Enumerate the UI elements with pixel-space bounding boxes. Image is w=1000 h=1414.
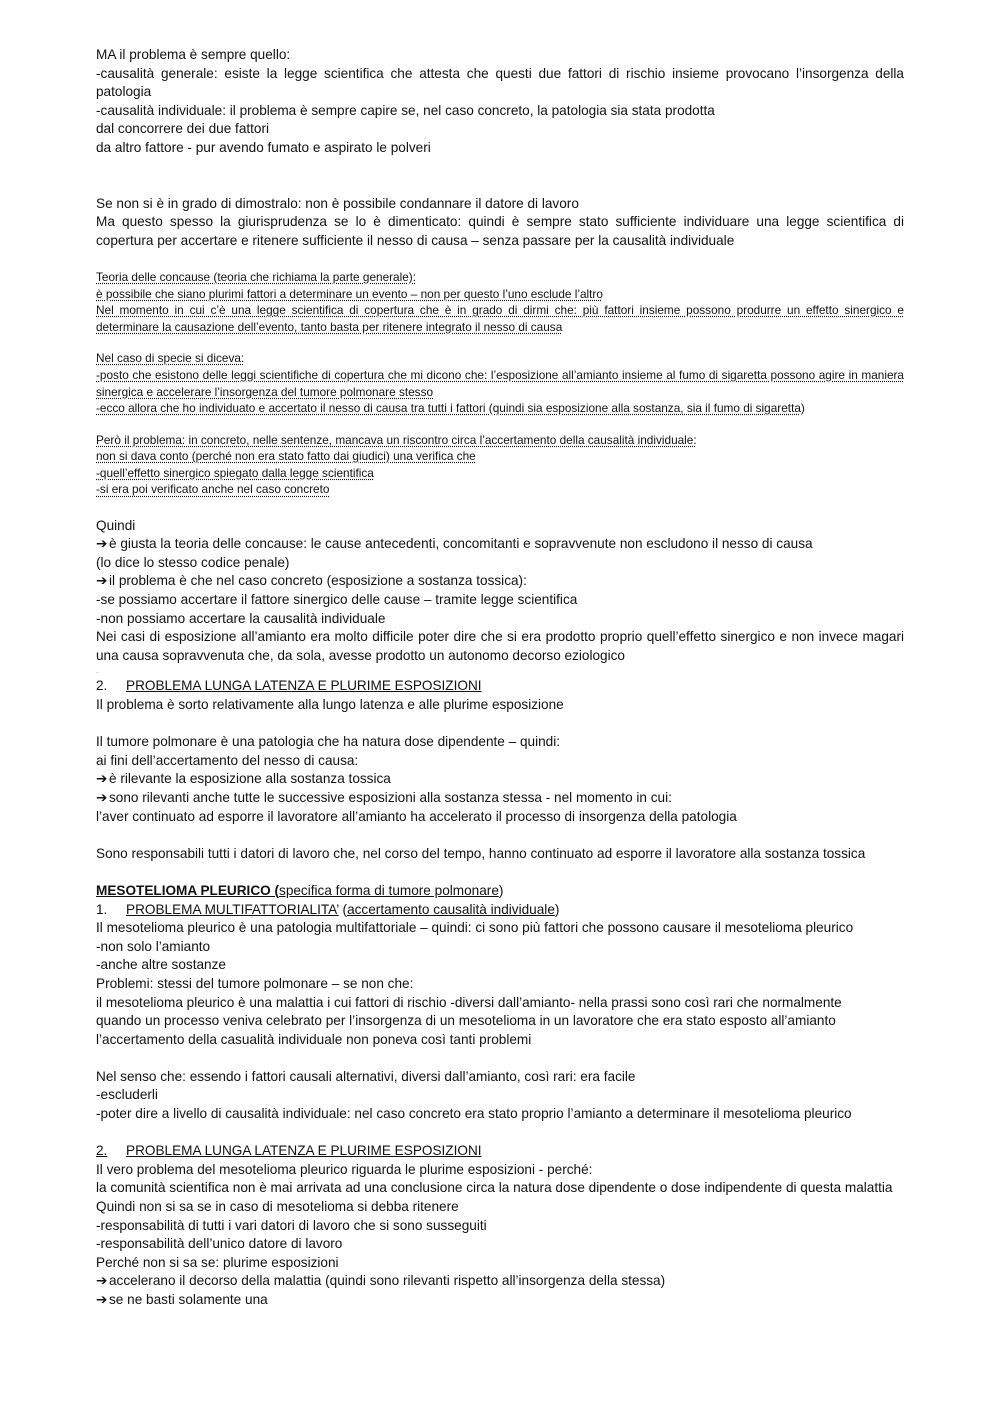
- spacer: [96, 863, 904, 882]
- line-text: -anche altre sostanze: [96, 957, 226, 973]
- numbered-heading: [96, 901, 904, 920]
- arrow-icon: ➔: [96, 1292, 108, 1307]
- line-text: -causalità individuale: il problema è sempre capire se, nel caso concreto, la patologia sia stata prodotta: [96, 102, 715, 118]
- text-line: [96, 1086, 904, 1105]
- line-text: Perché non si sa se: plurime esposizioni: [96, 1254, 339, 1270]
- text-line: [96, 1235, 904, 1254]
- arrow-icon: ➔: [96, 573, 108, 589]
- line-text: PROBLEMA MULTIFATTORIALITA’: [126, 901, 339, 917]
- line-text: sono rilevanti anche tutte le successive esposizioni alla sostanza stessa - nel momento in cui:: [109, 789, 672, 805]
- text-line: [96, 956, 904, 975]
- text-line: [96, 752, 904, 771]
- spacer: [96, 1124, 904, 1143]
- line-text: Però il problema: in concreto, nelle sentenze, mancava un riscontro circa l’accertamento della causalità individuale:: [96, 432, 697, 447]
- line-text: è giusta la teoria delle concause: le cause antecedenti, concomitanti e sopravvenute non escludono il nesso di causa: [109, 536, 813, 552]
- text-line: [96, 994, 904, 1013]
- heading-number: 2.: [96, 678, 108, 694]
- line-text: quando un processo veniva celebrato per l’insorgenza di un mesotelioma in un lavoratore che era stato esposto all’amianto: [96, 1013, 836, 1029]
- text-line: [96, 808, 904, 827]
- text-line: [96, 1012, 904, 1031]
- stray-mark: .: [96, 666, 99, 676]
- text-line: [96, 1105, 904, 1124]
- line-text: Problemi: stessi del tumore polmonare – se non che:: [96, 975, 414, 991]
- text-line: [96, 733, 904, 752]
- line-text: l’accertamento della casualità individuale non poneva così tanti problemi: [96, 1031, 532, 1047]
- arrow-icon: ➔: [96, 771, 108, 787]
- text-line: [96, 1291, 904, 1310]
- heading-paren: ): [498, 882, 504, 898]
- text-line: [96, 465, 904, 482]
- text-line: [96, 572, 904, 591]
- heading-note: accertamento causalità individuale: [347, 901, 555, 917]
- line-text: -posto che esistono delle leggi scientifiche di copertura che mi dicono che: l’esposizione all’amianto insieme al fumo di sigaretta possono agire in maniera sinergica e accelerare l’insorgenza del tumore polmonare stesso: [96, 367, 904, 399]
- line-text: la comunità scientifica non è mai arrivata ad una conclusione circa la natura dose dipendente o dose indipendente di questa malattia: [96, 1180, 893, 1196]
- line-text: Teoria delle concause (teoria che richiama la parte generale):: [96, 269, 417, 284]
- text-line: [96, 696, 904, 715]
- text-line: [96, 481, 904, 498]
- line-text: Quindi non si sa se in caso di mesotelioma si debba ritenere: [96, 1199, 459, 1215]
- line-text: PROBLEMA LUNGA LATENZA E PLURIME ESPOSIZIONI: [126, 1143, 482, 1159]
- arrow-icon: ➔: [96, 1273, 108, 1289]
- spacer: [96, 250, 904, 269]
- spacer: [96, 335, 904, 350]
- text-line: [96, 367, 904, 400]
- arrow-icon: ➔: [96, 536, 108, 552]
- line-text: il problema è che nel caso concreto (esposizione a sostanza tossica):: [109, 573, 527, 589]
- numbered-heading: [96, 677, 904, 696]
- text-line: [96, 213, 904, 250]
- line-text: -quell’effetto sinergico spiegato dalla legge scientifica: [96, 465, 374, 480]
- line-text: Nei casi di esposizione all’amianto era molto difficile poter dire che si era prodotto proprio quell’effetto sinergico e non invece magari una causa sopravvenuta che, da sola, avesse prodotto un autonomo decorso eziologico: [96, 629, 904, 663]
- text-line: [96, 120, 904, 139]
- text-line: [96, 46, 904, 65]
- text-line: [96, 789, 904, 808]
- line-text: -responsabilità di tutti i vari datori di lavoro che si sono susseguiti: [96, 1217, 487, 1233]
- line-text: se ne basti solamente una: [109, 1292, 268, 1307]
- text-line: [96, 770, 904, 789]
- line-text: è rilevante la esposizione alla sostanza tossica: [109, 771, 391, 787]
- line-text: l’aver continuato ad esporre il lavoratore all’amianto ha accelerato il processo di insorgenza della patologia: [96, 808, 737, 824]
- line-text: -poter dire a livello di causalità individuale: nel caso concreto era stato proprio l’amianto a determinare il mesotelioma pleurico: [96, 1106, 852, 1122]
- text-line: [96, 269, 904, 286]
- line-text: -escluderli: [96, 1087, 158, 1103]
- heading-title: MESOTELIOMA PLEURICO (: [96, 882, 280, 898]
- line-text: Il tumore polmonare è una patologia che ha natura dose dipendente – quindi:: [96, 734, 561, 750]
- spacer: [96, 1049, 904, 1068]
- text-line: [96, 919, 904, 938]
- text-line: [96, 1161, 904, 1180]
- line-text: il mesotelioma pleurico è una malattia i cui fattori di rischio -diversi dall’amianto- nella prassi sono così rari che normalmente: [96, 994, 842, 1010]
- line-text: -se possiamo accertare il fattore sinergico delle cause – tramite legge scientifica: [96, 592, 578, 608]
- line-text: ai fini dell’accertamento del nesso di causa:: [96, 752, 359, 768]
- text-line: [96, 938, 904, 957]
- line-text: -responsabilità dell’unico datore di lavoro: [96, 1236, 343, 1252]
- text-line: [96, 65, 904, 102]
- line-text: MA il problema è sempre quello:: [96, 47, 291, 62]
- line-text: -non solo l’amianto: [96, 938, 211, 954]
- line-text: Sono responsabili tutti i datori di lavoro che, nel corso del tempo, hanno continuato ad esporre il lavoratore alla sostanza tossica: [96, 845, 866, 861]
- text-line: [96, 1217, 904, 1236]
- line-text: Nel senso che: essendo i fattori causali alternativi, diversi dall’amianto, così rari: era facile: [96, 1068, 636, 1084]
- line-text: -ecco allora che ho individuato e accertato il nesso di causa tra tutti i fattori (quindi sia esposizione alla sostanza, sia il fumo di sigaretta): [96, 401, 805, 416]
- line-text: Quindi: [96, 517, 136, 533]
- line-text: accelerano il decorso della malattia (quindi sono rilevanti rispetto all’insorgenza della stessa): [109, 1273, 666, 1289]
- line-text: PROBLEMA LUNGA LATENZA E PLURIME ESPOSIZIONI: [126, 678, 482, 694]
- section-heading: [96, 882, 904, 901]
- line-text: Il mesotelioma pleurico è una patologia multifattoriale – quindi: ci sono più fattori che possono causare il mesotelioma pleurico: [96, 920, 854, 936]
- text-line: [96, 628, 904, 665]
- line-text: -si era poi verificato anche nel caso concreto: [96, 482, 330, 497]
- line-text: Il vero problema del mesotelioma pleurico riguarda le plurime esposizioni - perché:: [96, 1161, 593, 1177]
- spacer: [96, 715, 904, 734]
- text-line: [96, 139, 904, 158]
- text-line: [96, 610, 904, 629]
- text-line: [96, 535, 904, 554]
- spacer: [96, 417, 904, 432]
- numbered-heading: [96, 1142, 904, 1161]
- text-line: [96, 350, 904, 367]
- spacer: [96, 498, 904, 517]
- line-text: Se non si è in grado di dimostralo: non è possibile condannare il datore di lavoro: [96, 195, 579, 211]
- paren-open: (: [338, 901, 348, 917]
- text-line: [96, 1031, 904, 1050]
- text-line: [96, 286, 904, 303]
- text-line: [96, 517, 904, 536]
- spacer: [96, 158, 904, 195]
- spacer: [96, 826, 904, 845]
- line-text: non si dava conto (perché non era stato fatto dai giudici) una verifica che: [96, 449, 476, 464]
- text-line: [96, 1068, 904, 1087]
- line-text: Nel caso di specie si diceva:: [96, 351, 245, 366]
- line-text: Il problema è sorto relativamente alla lungo latenza e alle plurime esposizione: [96, 697, 564, 712]
- arrow-icon: ➔: [96, 789, 108, 805]
- text-line: [96, 432, 904, 449]
- text-line: [96, 554, 904, 573]
- text-line: [96, 1254, 904, 1273]
- line-text: -causalità generale: esiste la legge scientifica che attesta che questi due fattori di rischio insieme provocano l’insorgenza della patologia: [96, 65, 904, 100]
- paren-close: ): [554, 901, 560, 917]
- line-text: è possibile che siano plurimi fattori a determinare un evento – non per questo l’uno esclude l’altro: [96, 286, 603, 301]
- line-text: dal concorrere dei due fattori: [96, 121, 270, 137]
- text-line: [96, 448, 904, 465]
- line-text: Ma questo spesso la giurisprudenza se lo è dimenticato: quindi è sempre stato sufficiente individuare una legge scientifica di copertura per accertare e ritenere sufficiente il nesso di causa – senza passare per la causalità individuale: [96, 214, 904, 248]
- text-line: [96, 302, 904, 335]
- heading-subtitle: specifica forma di tumore polmonare: [279, 882, 499, 898]
- text-line: [96, 845, 904, 864]
- text-line: [96, 195, 904, 214]
- line-text: (lo dice lo stesso codice penale): [96, 554, 290, 570]
- text-line: [96, 102, 904, 121]
- line-text: da altro fattore - pur avendo fumato e aspirato le polveri: [96, 139, 431, 155]
- heading-number: 1.: [96, 901, 108, 917]
- text-line: [96, 1272, 904, 1291]
- text-line: [96, 975, 904, 994]
- text-line: [96, 1179, 904, 1198]
- text-line: [96, 400, 904, 417]
- text-line: [96, 591, 904, 610]
- line-text: Nel momento in cui c’è una legge scientifica di copertura che è in grado di dirmi che: più fattori insieme possono produrre un effetto sinergico e determinare la causazione dell’evento, tanto basta per ritenere integrato il nesso di causa: [96, 303, 904, 334]
- text-line: [96, 1198, 904, 1217]
- line-text: -non possiamo accertare la causalità individuale: [96, 610, 386, 626]
- heading-number: 2.: [96, 1143, 108, 1159]
